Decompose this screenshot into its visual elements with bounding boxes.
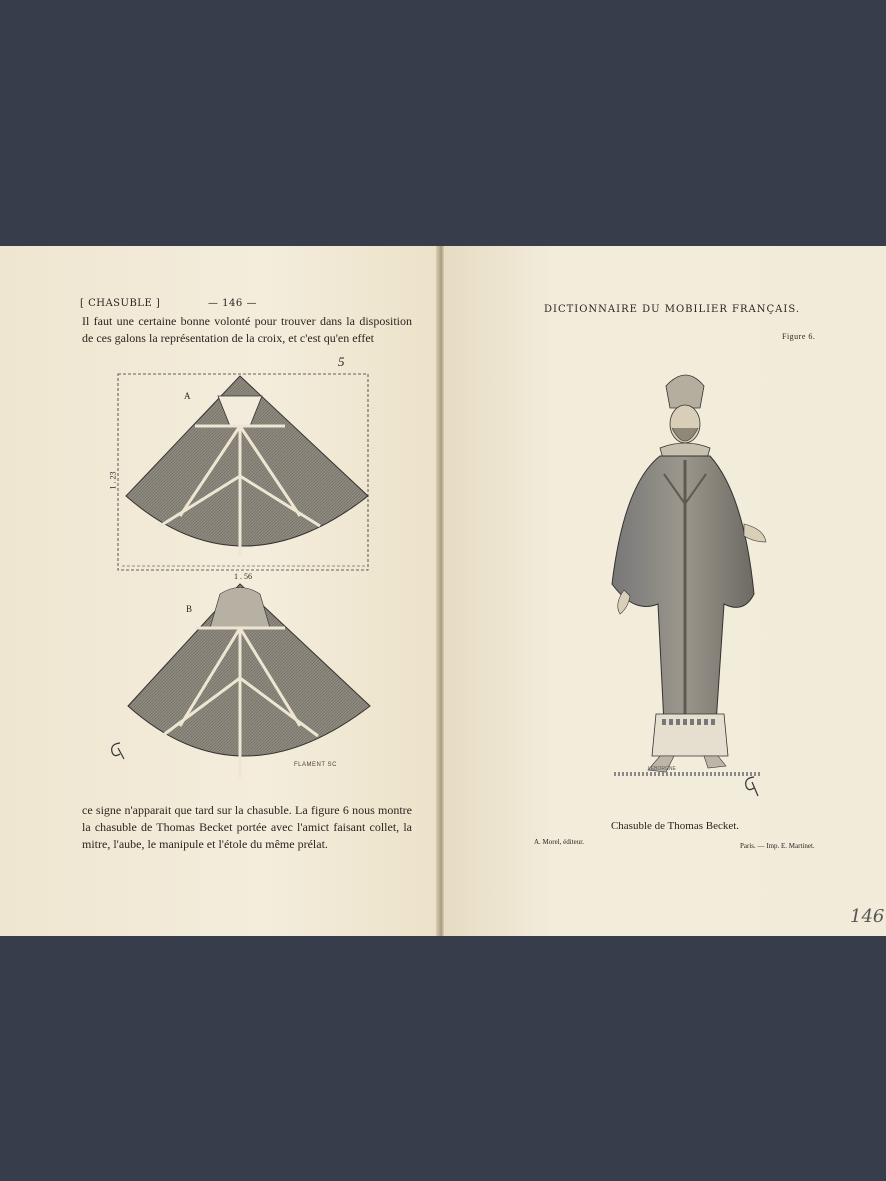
body-text-top: Il faut une certaine bonne volonté pour trouver dans la disposition de ces galons la représentation de la croix, et c'est qu'en effet [82, 314, 412, 345]
dimension-horizontal: 1 . 56 [234, 572, 252, 581]
printer-credit: Paris. — Imp. E. Martinet. [740, 842, 815, 850]
figure-number: 5 [338, 354, 345, 369]
publisher-credit: A. Morel, éditeur. [534, 838, 584, 846]
dimension-vertical: 1 . 23 [108, 471, 118, 490]
dictionary-title: DICTIONNAIRE DU MOBILIER FRANÇAIS. [543, 304, 800, 315]
page-number: — 146 — [208, 298, 257, 309]
figure-caption: Chasuble de Thomas Becket. [610, 820, 740, 832]
section-title: [ CHASUBLE ] [80, 298, 161, 309]
figure-label-a: A [184, 391, 191, 401]
figure-label: Figure 6. [782, 332, 816, 341]
monogram-icon [740, 774, 764, 800]
engraver-signature: FLAMENT SC [294, 762, 337, 768]
chasuble-shape-b [128, 584, 370, 778]
body-text-bottom: ce signe n'apparait que tard sur la chasuble. La figure 6 nous montre la chasuble de Thomas Becket portée avec l'amict faisant collet, la mitre, l'aube, le manipule et l'étole du même prélat. [82, 803, 412, 851]
thomas-becket-engraving [594, 364, 774, 794]
right-page [444, 246, 886, 936]
left-page [0, 246, 440, 936]
engraver-signature: LEBORGNE [648, 766, 676, 772]
figure-label-b: B [186, 604, 193, 614]
monogram-icon [106, 740, 130, 762]
handwritten-folio: 146 [850, 906, 885, 927]
chasuble-shape-a [126, 376, 368, 556]
